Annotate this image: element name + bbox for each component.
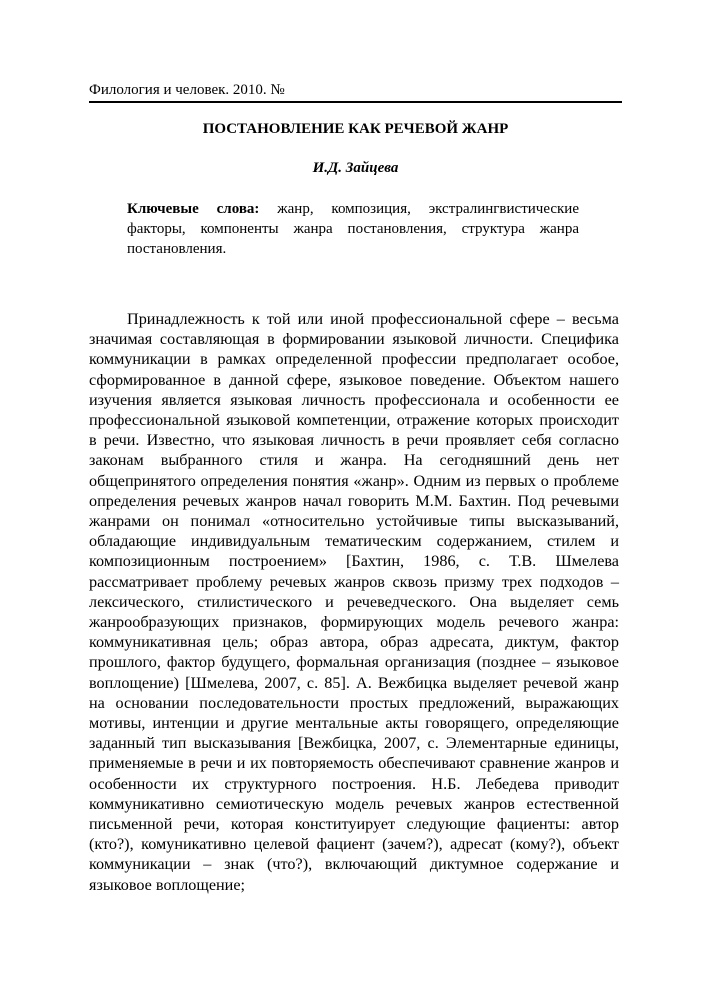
article-body-paragraph: Принадлежность к той или иной профессиональной сфере – весьма значимая составляющая в формировании языковой личности. Специфика коммуникации в рамках определенной профессии предполагает особое, сформированное в данной сфере, языковое поведение. Объектом нашего изучения является языковая личность профессионала и особенности ее профессиональной языковой компетенции, отражение которых происходит в речи. Известно, что языковая личность в речи проявляет себя согласно законам выбранного стиля и жанра. На сегодняшний день нет общепринятого определения понятия «жанр». Одним из первых о проблеме определения речевых жанров начал говорить М.М. Бахтин. Под речевыми жанрами он понимал «относительно устойчивые типы высказываний, обладающие индивидуальным тематическим содержанием, стилем и композиционным построением» [Бахтин, 1986, с. Т.В. Шмелева рассматривает проблему речевых жанров сквозь призму трех подходов – лексического, стилистического и речеведческого. Она выделяет семь жанрообразующих признаков, формирующих модель речевого жанра: коммуникативная цель; образ автора, образ адресата, диктум, фактор прошлого, фактор будущего, формальная организация (позднее – языковое воплощение) [Шмелева, 2007, с. 85]. А. Вежбицка выделяет речевой жанр на основании последовательности простых предложений, выражающих мотивы, интенции и другие ментальные акты говорящего, определяющие заданный тип высказывания [Вежбицка, 2007, с. Элементарные единицы, применяемые в речи и их повторяемость обеспечивают сравнение жанров и особенности их структурного построения. Н.Б. Лебедева приводит коммуникативно семиотическую модель речевых жанров естественной письменной речи, которая конституирует следующие фациенты: автор (кто?), комуникативно целевой фациент (зачем?), адресат (кому?), объект коммуникации – знак (что?), включающий диктумное содержание и языковое воплощение; [89,310,619,894]
keywords-block [127,199,579,259]
keywords-label: Ключевые слова: [127,201,260,217]
article-title: ПОСТАНОВЛЕНИЕ КАК РЕЧЕВОЙ ЖАНР [202,121,509,137]
running-header: Филология и человек. 2010. № [89,82,285,98]
header-rule [89,101,622,103]
keywords-text: жанр, композиция, экстралингвистические факторы, компоненты жанра постановления, структура жанра постановления. [127,201,579,257]
article-author: И.Д. Зайцева [312,160,399,176]
